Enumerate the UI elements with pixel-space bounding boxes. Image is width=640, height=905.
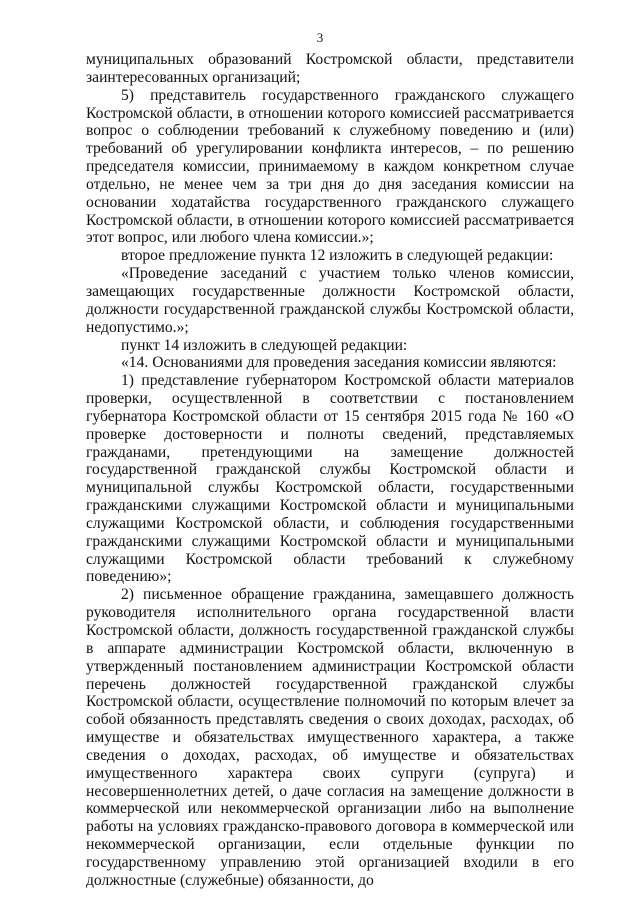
paragraph-quote-12: «Проведение заседаний с участием только членов комиссии, замещающих государственные должности Костромской области, должности государственной гражданской службы Костромской области, недопустимо.»; bbox=[86, 265, 574, 336]
paragraph-item-1: 1) представление губернатором Костромской области материалов проверки, осуществленной в соответствии с постановлением губернатора Костромской области от 15 сентября 2015 года № 160 «О проверке достоверности и полноты сведений, представляемых гражданами, претендующими на замещение должностей государственной гражданской службы Костромской области и муниципальной службы Костромской области, государственными гражданскими служащими Костромской области и муниципальными служащими Костромской области, и соблюдения государственными гражданскими служащими Костромской области и муниципальными служащими Костромской области требований к служебному поведению»; bbox=[86, 372, 574, 586]
page-number: 3 bbox=[316, 30, 324, 45]
paragraph-amendment-12: второе предложение пункта 12 изложить в следующей редакции: bbox=[121, 247, 554, 265]
document-body bbox=[86, 51, 574, 890]
paragraph-item-2: 2) письменное обращение гражданина, замещавшего должность руководителя исполнительного органа государственной власти Костромской области, должность государственной гражданской службы в аппарате администрации Костромской области, включенную в утвержденный постановлением администрации Костромской области перечень должностей государственной гражданской службы Костромской области, осуществление полномочий по которым влечет за собой обязанность представлять сведения о своих доходах, расходах, об имуществе и обязательствах имущественного характера, а также сведения о доходах, расходах, об имуществе и обязательствах имущественного характера своих супруги (супруга) и несовершеннолетних детей, о даче согласия на замещение должности в коммерческой или некоммерческой организации либо на выполнение работы на условиях гражданско-правового договора в коммерческой или некоммерческой организации, если отдельные функции по государственному управлению этой организацией входили в его должностные (служебные) обязанности, до bbox=[86, 586, 574, 889]
paragraph-continuation: муниципальных образований Костромской области, представители заинтересованных организаций; bbox=[86, 51, 574, 86]
paragraph-item-5: 5) представитель государственного гражданского служащего Костромской области, в отношении которого комиссией рассматривается вопрос о соблюдении требований к служебному поведению и (или) требований об урегулировании конфликта интересов, – по решению председателя комиссии, принимаемому в каждом конкретном случае отдельно, не менее чем за три дня до дня заседания комиссии на основании ходатайства государственного гражданского служащего Костромской области, в отношении которого комиссией рассматривается этот вопрос, или любого члена комиссии.»; bbox=[86, 86, 574, 247]
paragraph-quote-14: «14. Основаниями для проведения заседания комиссии являются: bbox=[121, 354, 557, 372]
paragraph-amendment-14: пункт 14 изложить в следующей редакции: bbox=[121, 336, 408, 354]
